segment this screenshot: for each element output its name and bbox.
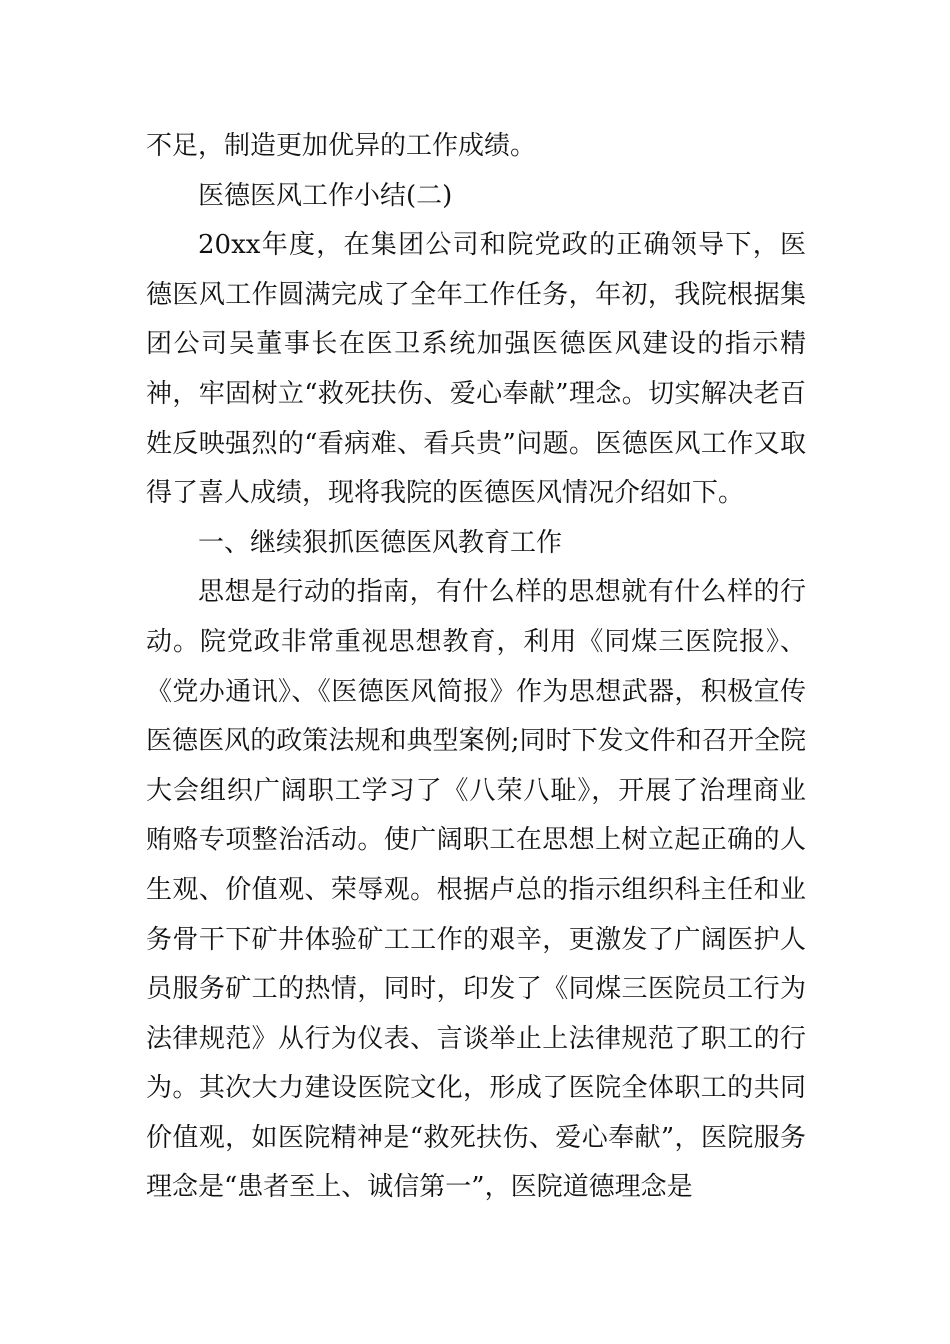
section-heading: 一、继续狠抓医德医风教育工作 [198, 527, 563, 558]
paragraph-continuation: 不足，制造更加优异的工作成绩。 [146, 131, 537, 161]
section-title: 医德医风工作小结(二) [198, 180, 453, 211]
paragraph-body: 思想是行动的指南，有什么样的思想就有什么样的行动。院党政非常重视思想教育，利用《同煤三医院报》、《党办通讯》、《医德医风简报》作为思想武器，积极宣传医德医风的政策法规和典型案例;同时下发文件和召开全院大会组织广阔职工学习了《八荣八耻》，开展了治理商业贿赂专项整治活动。使广阔职工在思想上树立起正确的人生观、价值观、荣辱观。根据卢总的指示组织科主任和业务骨干下矿井体验矿工工作的艰辛，更激发了广阔医护人员服务矿工的热情，同时，印发了《同煤三医院员工行为法律规范》从行为仪表、言谈举止上法律规范了职工的行为。其次大力建设医院文化，形成了医院全体职工的共同价值观，如医院精神是“救死扶伤、爱心奉献”，医院服务理念是“患者至上、诚信第一”，医院道德理念是 [146, 577, 806, 1203]
document-body [146, 122, 806, 1213]
paragraph-intro: 20xx年度，在集团公司和院党政的正确领导下，医德医风工作圆满完成了全年工作任务，年初，我院根据集团公司吴董事长在医卫系统加强医德医风建设的指示精神，牢固树立“救死扶伤、爱心奉献”理念。切实解决老百姓反映强烈的“看病难、看兵贵”问题。医德医风工作又取得了喜人成绩，现将我院的医德医风情况介绍如下。 [146, 230, 806, 509]
